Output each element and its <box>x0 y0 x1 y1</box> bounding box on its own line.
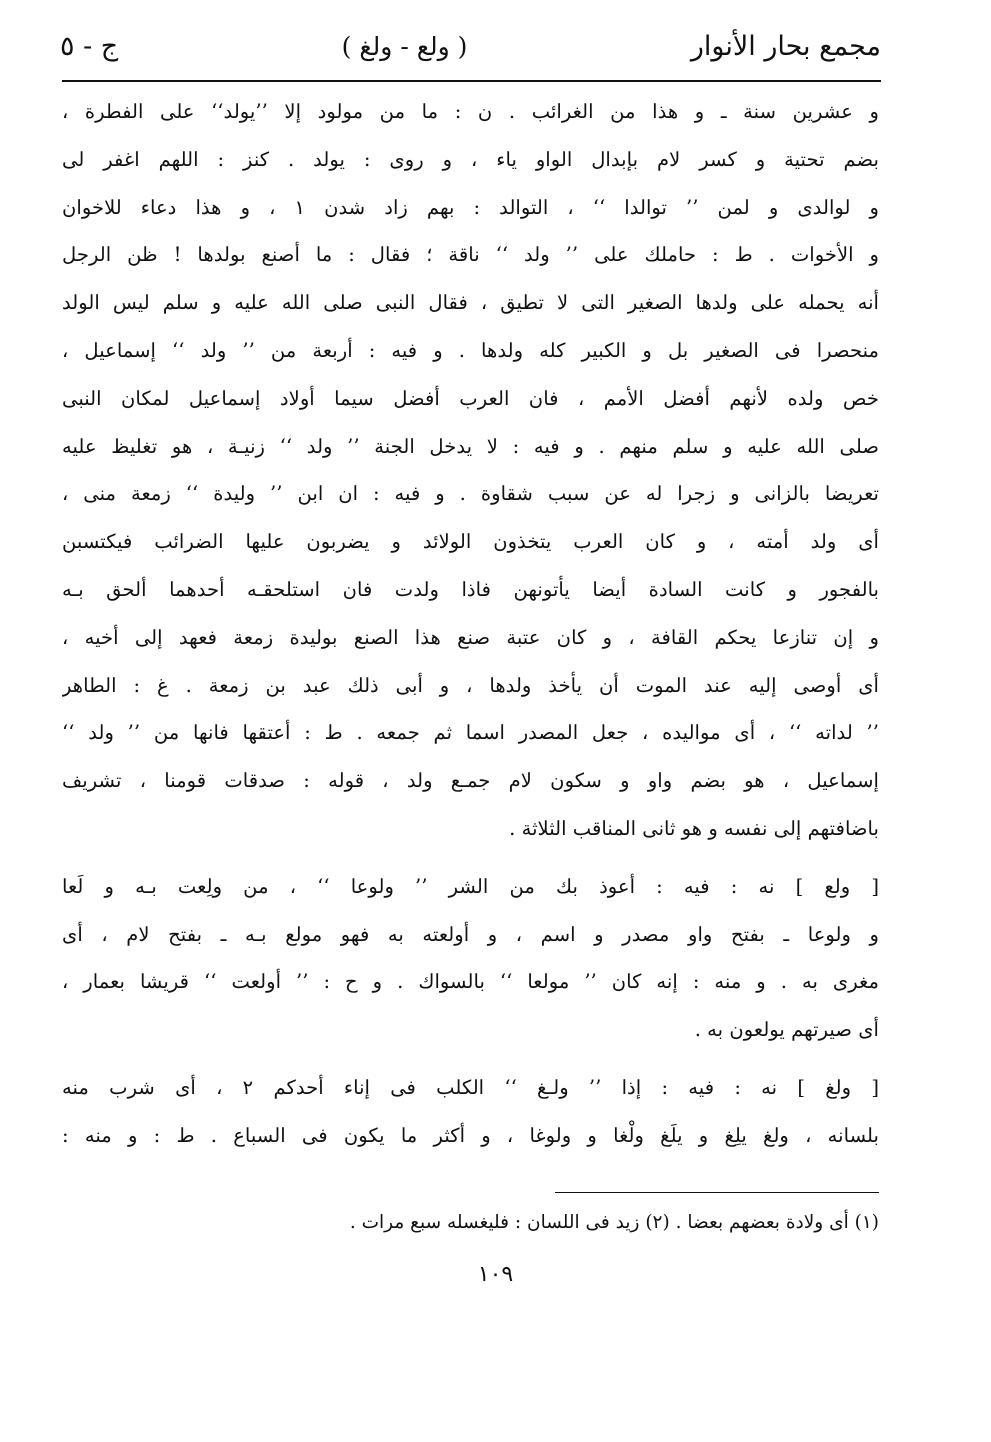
header-entries: ( ولع - ولغ ) <box>341 31 468 61</box>
text-line: بضم تحتية و كسر لام بإبدال الواو ياء ، و روى : يولد . كنز : اللهم اغفر لى <box>62 147 879 171</box>
entry-wala-line: مغرى به . و منه : إنه كان ’’ مولعا ‘‘ بالسواك . و ح : ’’ أولعت ‘‘ قريشا بعمار ، <box>62 970 879 994</box>
text-line: باضافتهم إلى نفسه و هو ثانى المناقب الثلاثة . <box>509 816 879 840</box>
text-line: و الأخوات . ط : حاملك على ’’ ولد ‘‘ ناقة ؛ فقال : ما أصنع بولدها ! ظن الرجل <box>62 243 879 267</box>
text-line: تعريضا بالزانى و زجرا له عن سبب شقاوة . و فيه : ان ابن ’’ وليدة ‘‘ زمعة منى ، <box>62 482 879 506</box>
volume-number: ج - ٥ <box>60 30 119 62</box>
entry-wala-line: [ ولع ] نه : فيه : أعوذ بك من الشر ’’ ولوعا ‘‘ ، من ولِعت بـه و لَعا <box>62 874 879 898</box>
text-line: و إن تنازعا يحكم القافة ، و كان عتبة صنع هذا الصنع بوليدة زمعة فعهد إلى أخيه ، <box>62 625 879 649</box>
page-number: ١٠٩ <box>477 1262 514 1287</box>
main-text <box>62 88 879 1160</box>
text-line: خص ولده لأنهم أفضل الأمم ، فان العرب أفضل سيما أولاد إسماعيل لمكان النبى <box>62 386 879 410</box>
paragraph-gap <box>62 1054 879 1064</box>
text-line: إسماعيل ، هو بضم واو و سكون لام جمـع ولد ، قوله : صدقات قومنا ، تشريف <box>62 769 879 793</box>
text-line: أنه يحمله على ولدها الصغير التى لا تطيق ، فقال النبى صلى الله عليه و سلم ليس الولد <box>62 291 879 315</box>
text-line: منحصرا فى الصغير بل و الكبير كله ولدها . و فيه : أربعة من ’’ ولد ‘‘ إسماعيل ، <box>62 338 879 362</box>
book-title: مجمع بحار الأنوار <box>690 30 881 62</box>
text-line: ’’ لداته ‘‘ ، أى مواليده ، جعل المصدر اسما ثم جمعه . ط : أعتقها فانها من ’’ ولد ‘‘ <box>62 721 879 745</box>
entry-wala-line: أى صيرتهم يولعون به . <box>694 1018 879 1042</box>
paragraph-gap <box>62 853 879 863</box>
entry-walagha-line: [ ولغ ] نه : فيه : إذا ’’ ولـغ ‘‘ الكلب فى إناء أحدكم ٢ ، أى شرب منه <box>62 1075 879 1099</box>
footnotes: (١) أى ولادة بعضهم بعضا . (٢) زيد فى اللسان : فليغسله سبع مرات . <box>349 1212 879 1233</box>
entry-wala-line: و ولوعا ـ بفتح واو مصدر و اسم ، و أولعته به فهو مولع بـه ـ بفتح لام ، أى <box>62 922 879 946</box>
footnote-separator <box>555 1192 879 1193</box>
header-rule <box>62 80 881 82</box>
text-line: صلى الله عليه و سلم منهم . و فيه : لا يدخل الجنة ’’ ولد ‘‘ زنيـة ، هو تغليظ عليه <box>62 434 879 458</box>
text-line: و لوالدى و لمن ’’ توالدا ‘‘ ، التوالد : بهم زاد شدن ١ ، و هذا دعاء للاخوان <box>62 195 879 219</box>
text-line: أى أوصى إليه عند الموت أن يأخذ ولدها ، و أبى ذلك عبد بن زمعة . غ : الطاهر <box>62 673 879 697</box>
text-line: بالفجور و كانت السادة أيضا يأتونهن فاذا ولدت فان استلحقـه أحدهما ألحق بـه <box>62 577 879 601</box>
text-line: أى ولد أمته ، و كان العرب يتخذون الولائد و يضربون عليها الضرائب فيكتسبن <box>62 530 879 554</box>
entry-walagha-line: بلسانه ، ولغ يلِغ و يلَغ ولْغا و ولوغا ، و أكثر ما يكون فى السباع . ط : و منه : <box>62 1123 879 1147</box>
text-line: و عشرين سنة ـ و هذا من الغرائب . ن : ما من مولود إلا ’’يولد‘‘ على الفطرة ، <box>62 100 879 123</box>
running-header <box>60 20 881 72</box>
